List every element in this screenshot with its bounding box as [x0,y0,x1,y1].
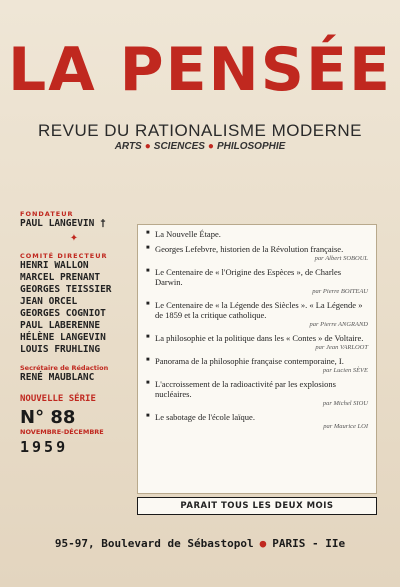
founder-block [20,210,128,244]
founder-role: FONDATEUR [20,210,74,218]
committee-role: COMITÉ DIRECTEUR [20,252,108,260]
discipline-sciences: SCIENCES [153,141,205,152]
founder-name: PAUL LANGEVIN † [20,218,106,229]
street-address: 95-97, Boulevard de Sébastopol [54,537,254,550]
publisher-address [0,537,400,550]
committee-member: HÉLÈNE LANGEVIN [20,332,106,343]
discipline-philosophie: PHILOSOPHIE [216,141,286,152]
secretary-name: RENÉ MAUBLANC [20,372,95,383]
article-title: ■ La Nouvelle Étape. [155,229,221,239]
committee-member: JEAN ORCEL [20,296,78,307]
bullet-icon: ● [207,141,214,152]
article-title: ■ Le Centenaire de « la Légende des Siècles ». « La Légende » de 1859 et la critique catholique. [155,300,363,320]
table-of-contents [137,224,377,494]
secretary-role: Secrétaire de Rédaction [20,364,109,372]
article-title: ■ Panorama de la philosophie française contemporaine, I. [155,356,344,366]
frequency-banner: PARAIT TOUS LES DEUX MOIS [137,497,377,515]
committee-member: GEORGES TEISSIER [20,284,112,295]
list-item [146,379,368,407]
list-item [146,333,368,351]
article-author: par Lucien SÈVE [322,367,368,374]
issue-year: 1959 [20,438,69,456]
series-label: NOUVELLE SÉRIE [20,394,96,404]
list-item [146,244,368,262]
committee-member: MARCEL PRENANT [20,272,101,283]
discipline-arts: ARTS [114,141,142,152]
committee-member: LOUIS FRUHLING [20,344,101,355]
list-item [146,229,368,239]
article-author: par Michel SIOU [322,400,368,407]
article-title: ■ Georges Lefebvre, historien de la Révolution française. [155,244,344,254]
star-icon: ✦ [69,233,79,244]
issue-months: NOVEMBRE-DÉCEMBRE [20,428,104,436]
issue-number: N° 88 [20,407,76,428]
list-item [146,267,368,295]
bullet-icon: ● [144,141,151,152]
list-item [146,356,368,374]
list-item [146,300,368,328]
article-title: ■ La philosophie et la politique dans les « Contes » de Voltaire. [155,333,364,343]
bullet-icon: ● [259,537,267,550]
article-author: par Pierre ANGRAND [309,321,368,328]
committee-member: GEORGES COGNIOT [20,308,106,319]
disciplines-line [0,141,400,152]
magazine-title: LA PENSÉE [8,35,392,105]
article-title: ■ Le sabotage de l'école laïque. [155,412,255,422]
committee-member: PAUL LABERENNE [20,320,101,331]
city: PARIS - IIe [272,537,346,550]
article-author: par Maurice LOI [323,423,368,430]
committee-block [20,252,128,356]
magazine-subtitle: REVUE DU RATIONALISME MODERNE [37,121,362,140]
committee-member: HENRI WALLON [20,260,89,271]
article-author: par Albert SOBOUL [314,255,368,262]
masthead [20,210,128,456]
article-title: ■ Le Centenaire de « l'Origine des Espèces », de Charles Darwin. [155,267,342,287]
article-author: par Jean VARLOOT [315,344,368,351]
secretary-block [20,364,128,384]
article-author: par Pierre BOITEAU [312,288,368,295]
list-item [146,412,368,430]
article-title: ■ L'accroissement de la radioactivité par les explosions nucléaires. [155,379,336,399]
